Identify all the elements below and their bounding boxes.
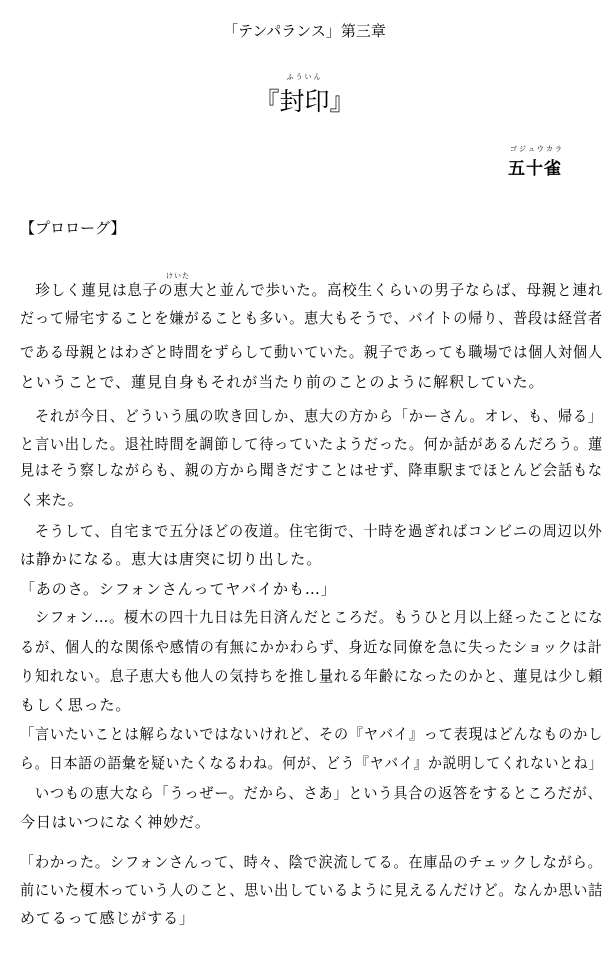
name-ruby: けいた bbox=[166, 272, 190, 280]
text-line: 珍しく蓮見は息子の恵大と並んで歩いた。高校生くらいの男子ならば、母親と連れ bbox=[20, 281, 604, 299]
text-line: そうして、自宅まで五分ほどの夜道。住宅街で、十時を過ぎればコンビニの周辺以外 bbox=[20, 522, 603, 540]
text-line: 今日はいつになく神妙だ。 bbox=[20, 813, 211, 831]
text-line: は静かになる。恵大は唐突に切り出した。 bbox=[20, 550, 323, 568]
section-heading: 【プロローグ】 bbox=[20, 219, 126, 237]
text-line: めてるって感じがする」 bbox=[20, 909, 195, 927]
text-line: り知れない。息子恵大も他人の気持ちを推し量れる年齢になったのかと、蓮見は少し頼 bbox=[20, 667, 604, 685]
text-line: いつもの恵大なら「うっぜー。だから、さあ」という具合の返答をするところだが、 bbox=[20, 784, 603, 802]
text-line: シフォン…。榎木の四十九日は先日済んだところだ。もうひと月以上経ったことにな bbox=[20, 608, 604, 626]
text-line: 「言いたいことは解らないではないけれど、その『ヤバイ』って表現はどんなものかし bbox=[20, 725, 604, 743]
text-line: と言い出した。退社時間を調節して待っていたようだった。何か話があるんだろう。蓮 bbox=[20, 435, 604, 453]
author-ruby: ゴジュウカラ bbox=[510, 145, 564, 153]
text-line: もしく思った。 bbox=[20, 696, 132, 714]
text-line: ら。日本語の語彙を疑いたくなるわね。何が、どう『ヤバイ』か説明してくれないとね」 bbox=[20, 754, 604, 772]
title-ruby: ふういん bbox=[286, 73, 323, 81]
text-line: るが、個人的な関係や感情の有無にかかわらず、身近な同僚を急に失ったショックは計 bbox=[20, 638, 603, 656]
author-name: 五十雀 bbox=[508, 159, 562, 179]
text-line: それが今日、どういう風の吹き回しか、恵大の方から「かーさん。オレ、も、帰る」 bbox=[20, 407, 603, 425]
series-title: 「テンパランス」第三章 bbox=[223, 22, 386, 40]
text-line: である母親とはわざと時間をずらして動いていた。親子であっても職場では個人対個人 bbox=[20, 343, 603, 361]
text-line: ということで、蓮見自身もそれが当たり前のことのように解釈していた。 bbox=[20, 373, 545, 391]
text-line: 前にいた榎木っていう人のこと、思い出しているように見えるんだけど。なんか思い詰 bbox=[20, 881, 604, 899]
chapter-title: 『封印』 bbox=[254, 87, 355, 116]
text-line: く来た。 bbox=[20, 491, 84, 509]
text-line: 「わかった。シフォンさんって、時々、陰で涙流してる。在庫品のチェックしながら。 bbox=[20, 853, 603, 871]
text-line: 「あのさ。シフォンさんってヤバイかも…」 bbox=[20, 580, 337, 598]
text-line: 見はそう察しながらも、親の方から聞きだすことはせず、降車駅までほとんど会話もな bbox=[20, 461, 603, 479]
text-line: だって帰宅することを嫌がることも多い。恵大もそうで、バイトの帰り、普段は経営者 bbox=[20, 309, 603, 327]
